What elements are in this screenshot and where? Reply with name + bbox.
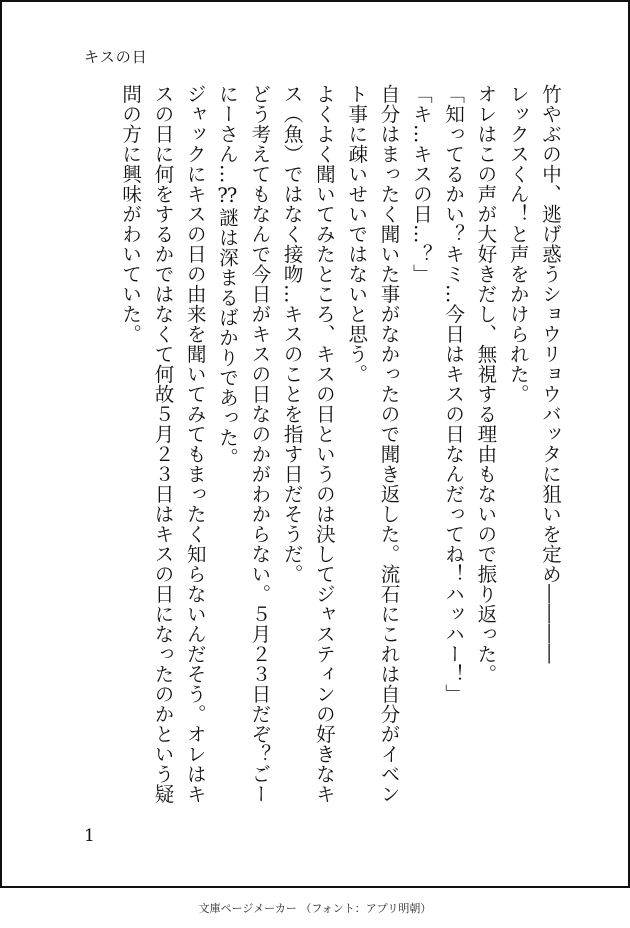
body-line-13: スの日に何をするかではなくて何故５月２３日はキスの日になったのかという疑 [151, 84, 175, 804]
vertical-body-text [114, 84, 566, 804]
body-line-2: レックスくん！と声をかけられた。 [506, 84, 530, 404]
running-header-title: キスの日 [84, 48, 148, 66]
body-line-11: にーさん…⁇謎は深まるばかりであった。 [216, 84, 240, 468]
body-line-12: ジャックにキスの日の由来を聞いてみてもまったく知らないんだそう。オレはキ [183, 84, 207, 804]
body-line-7: ト事に疎いせいではないと思う。 [345, 84, 369, 384]
body-line-5: 「キ…キスの日…？」 [409, 84, 433, 284]
body-line-4: 「知ってるかい？キミ…今日はキスの日なんだってね！ハッハー！」 [442, 84, 466, 704]
body-line-14: 問の方に興味がわいていた。 [119, 84, 143, 344]
body-line-6: 自分はまったく聞いた事がなかったので聞き返した。流石にこれは自分がイベン [377, 84, 401, 804]
body-line-9: ス（魚）ではなく接吻…キスのことを指す日だそうだ。 [280, 84, 304, 584]
body-line-1: 竹やぶの中、逃げ惑うショウリョウバッタに狙いを定め―――― [539, 84, 562, 664]
body-line-3: オレはこの声が大好きだし、無視する理由もないので振り返った。 [474, 84, 498, 684]
page-number: 1 [84, 826, 95, 846]
footer-credit: 文庫ページメーカー （フォント：アプリ明朝） [198, 902, 432, 915]
body-line-10: どう考えてもなんで今日がキスの日なのかがわからない。５月２３日だぞ？ごー [248, 84, 272, 804]
body-line-8: よくよく聞いてみたところ、キスの日というのは決してジャスティンの好きなキ [312, 84, 336, 804]
